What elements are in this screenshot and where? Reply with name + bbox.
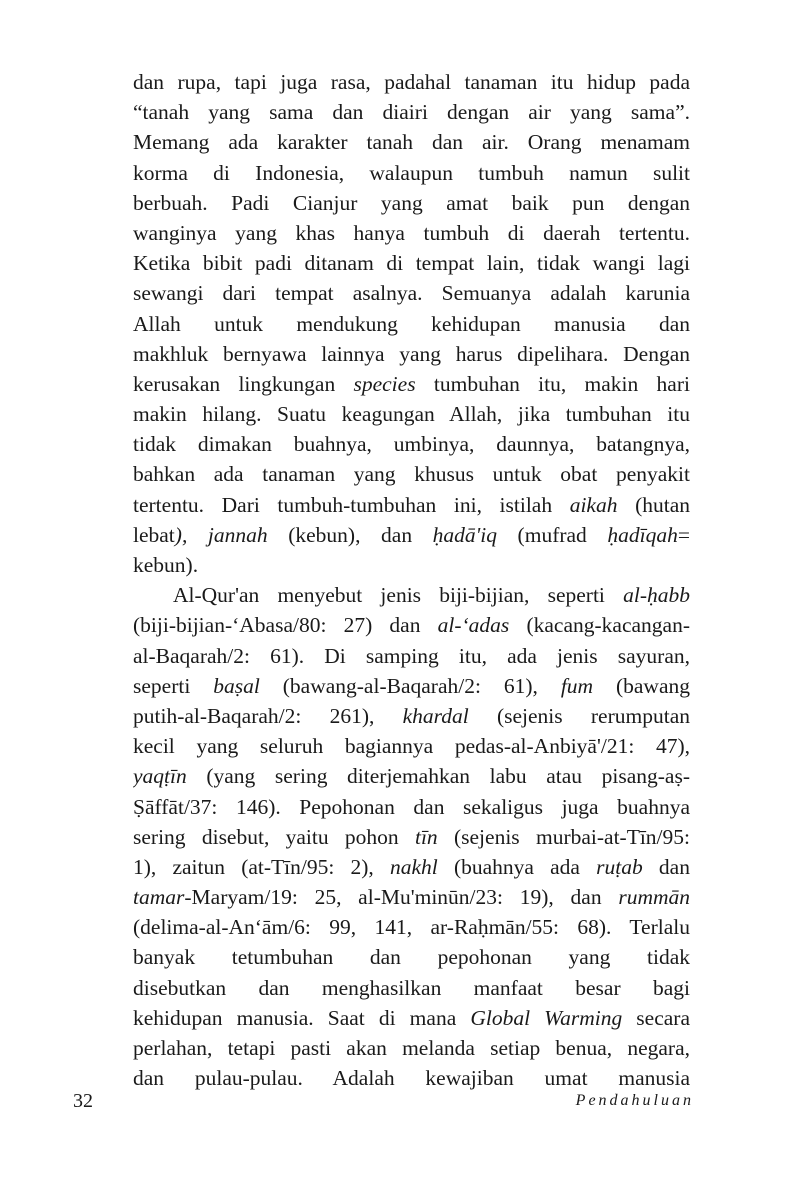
italic-term: aikah [569,492,618,517]
text-line: (delima-al-An‘ām/6: 99, 141, ar-Raḥmān/55: 68). Terlalu [133,915,690,940]
text-line: makhluk bernyawa lainnya yang harus dipelihara. Dengan [133,341,690,366]
italic-term: ruṭab [596,854,643,879]
text-line: banyak tetumbuhan dan pepohonan yang tidak [133,945,690,970]
page-number: 32 [73,1090,93,1112]
text-line: 1), zaitun (at-Tīn/95: 2), nakhl (buahnya ada ruṭab dan [133,854,690,879]
text-line: dan rupa, tapi juga rasa, padahal tanaman itu hidup pada [133,70,690,94]
text-line: (biji-bijian-‘Abasa/80: 27) dan al-‘adas (kacang-kacangan- [133,613,690,638]
text-line: kehidupan manusia. Saat di mana Global Warming secara [133,1005,690,1030]
italic-term: yaqṭīn [133,764,187,789]
italic-term: tamar [133,885,185,910]
italic-term: al-ḥabb [623,583,690,608]
italic-term: Global Warming [470,1005,623,1030]
text-line: tertentu. Dari tumbuh-tumbuhan ini, istilah aikah (hutan [133,492,690,517]
text-line: kecil yang seluruh bagiannya pedas-al-Anbiyā'/21: 47), [133,734,690,759]
text-line: lebat), jannah (kebun), dan ḥadā'iq (mufrad ḥadīqah= [133,522,690,547]
italic-term: ḥadīqah [607,522,678,547]
text-line: putih-al-Baqarah/2: 261), khardal (sejenis rerumputan [133,703,690,728]
italic-term: baṣal [213,673,260,698]
text-line: dan pulau-pulau. Adalah kewajiban umat manusia [133,1066,690,1091]
italic-term: ḥadā'iq [432,522,497,547]
text-line: yaqṭīn (yang sering diterjemahkan labu atau pisang-aṣ- [133,764,690,789]
text-line: perlahan, tetapi pasti akan melanda setiap benua, negara, [133,1036,690,1060]
text-line: tamar-Maryam/19: 25, al-Mu'minūn/23: 19), dan rummān [133,885,690,910]
text-line: “tanah yang sama dan diairi dengan air yang sama”. [133,100,690,125]
text-line: kerusakan lingkungan species tumbuhan itu, makin hari [133,371,690,396]
body-text [133,67,690,1093]
text-line: makin hilang. Suatu keagungan Allah, jika tumbuhan itu [133,402,690,427]
text-line: Allah untuk mendukung kehidupan manusia dan [133,311,690,336]
text-line: Al-Qur'an menyebut jenis biji-bijian, seperti al-ḥabb [173,583,690,608]
text-line: Ketika bibit padi ditanam di tempat lain, tidak wangi lagi [133,251,690,276]
text-line: bahkan ada tanaman yang khusus untuk obat penyakit [133,462,690,487]
text-line: wanginya yang khas hanya tumbuh di daerah tertentu. [133,220,690,245]
text-line: Memang ada karakter tanah dan air. Orang menamam [133,130,690,155]
text-line: kebun). [133,553,199,577]
text-line: tidak dimakan buahnya, umbinya, daunnya, batangnya, [133,432,690,457]
italic-term: al-‘adas [437,613,510,638]
italic-term: species [353,371,416,396]
text-line: disebutkan dan menghasilkan manfaat besar bagi [133,975,690,1000]
italic-term: rummān [618,885,690,910]
text-line: sewangi dari tempat asalnya. Semuanya adalah karunia [133,281,690,306]
text-line: sering disebut, yaitu pohon tīn (sejenis murbai-at-Tīn/95: [133,824,690,849]
text-line: berbuah. Padi Cianjur yang amat baik pun dengan [133,190,690,215]
italic-term: fum [560,673,594,698]
text-line: korma di Indonesia, walaupun tumbuh namun sulit [133,160,690,185]
italic-term: tīn [414,824,438,849]
running-title: Pendahuluan [575,1092,694,1109]
italic-term: khardal [402,703,469,728]
italic-term: nakhl [389,854,438,879]
text-line: al-Baqarah/2: 61). Di samping itu, ada jenis sayuran, [133,643,690,668]
text-line: Ṣāffāt/37: 146). Pepohonan dan sekaligus juga buahnya [133,794,690,819]
text-line: seperti baṣal (bawang-al-Baqarah/2: 61), fum (bawang [133,673,690,698]
italic-term: ), jannah [174,522,268,547]
